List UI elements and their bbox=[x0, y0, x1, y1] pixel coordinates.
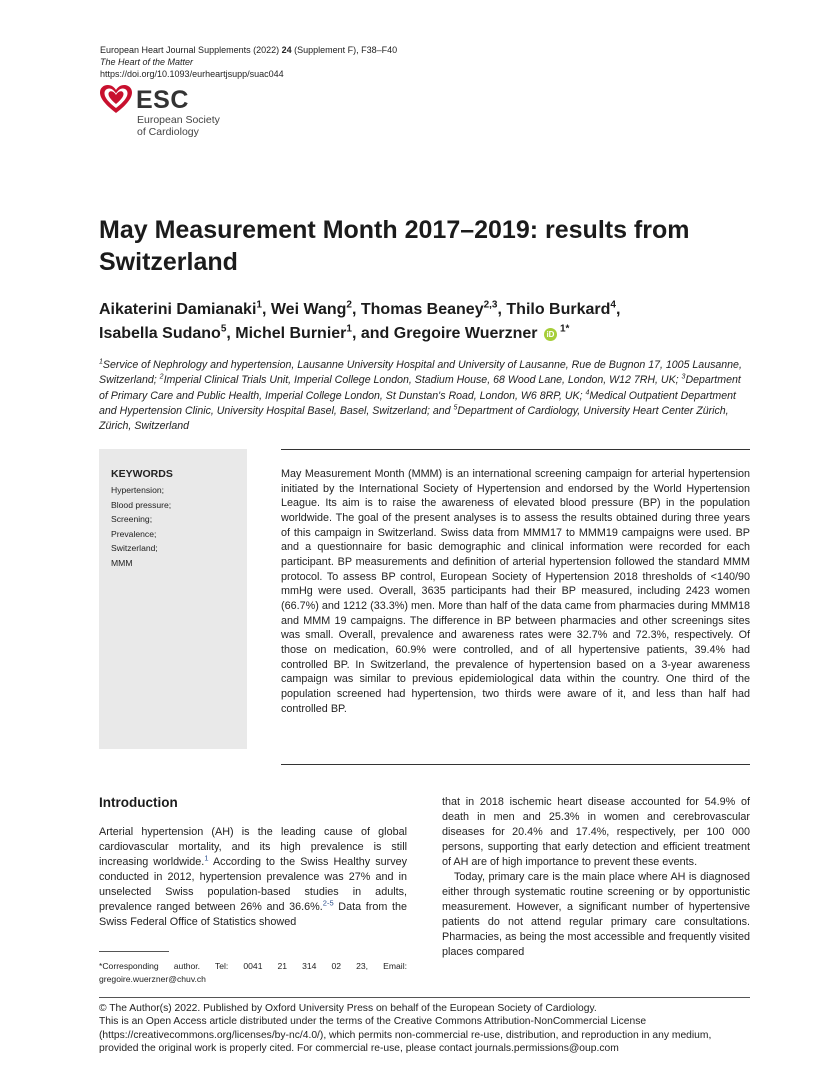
author: Aikaterini Damianaki$^1$, bbox=[99, 299, 271, 318]
running-header bbox=[100, 44, 397, 80]
esc-heart-logo-icon bbox=[99, 84, 133, 114]
license-text: © The Author(s) 2022. Published by Oxford University Press on behalf of the European Society of Cardiology. This is an Open Access article distributed under the terms of the Creative Commons Attribution-NonCommercial License (https://creativecommons.org/licenses/by-nc/4.0/), which permits non-commercial re-use, distribution, and reproduction in any medium, provided the original work is properly cited. For commercial re-use, please contact journals.permissions@oup.com bbox=[99, 1003, 712, 1055]
affiliations: $^1$Service of Nephrology and hypertension, Lausanne University Hospital and University of Lausanne, Rue de Bugnon 17, 1005 Lausanne, Switzerland; $^2$Imperial Clinical Trials Unit, Imperial College London, Stadium House, 68 Wood Lane, London, W12 7RH, UK; $^3$Department of Primary Care and Public Health, Imperial College London, St Dunstan's Road, London, W6 8RP, UK; $^4$Medical Outpatient Department and Hypertension Clinic, University Hospital Basel, Basel, Switzerland; and $^5$Department of Cardiology, University Heart Center Zürich, Zürich, Switzerland bbox=[99, 358, 742, 433]
keyword-item: MMM bbox=[111, 557, 133, 568]
esc-logo-name: European Society of Cardiology bbox=[137, 114, 220, 138]
orcid-icon[interactable]: iD bbox=[544, 328, 557, 341]
doi-link[interactable]: https://doi.org/10.1093/eurheartjsupp/suac044 bbox=[100, 69, 284, 79]
author: Isabella Sudano$^5$, bbox=[99, 323, 236, 342]
keywords-list bbox=[111, 483, 171, 571]
author: Thilo Burkard$^4$, bbox=[506, 299, 621, 318]
abstract-text: May Measurement Month (MMM) is an international screening campaign for arterial hypertension initiated by the International Society of Hypertension and endorsed by the World Hypertension League. Its aim is to raise the awareness of elevated blood pressure (BP) in the population worldwide. The goal of the present analyses is to assess the results obtained during three years of this campaign in Switzerland. Swiss data from MMM17 to MMM19 campaigns were used. BP and a questionnaire for basic demographic and clinical information were recorded for each participant. BP measurements and definition of arterial hypertension followed the standard MMM protocol. To assess BP control, European Society of Hypertension 2018 thresholds of <140/90 mmHg were used. Overall, 3635 participants had their BP measured, including 2423 women (66.7%) and 1212 (33.3%) men. More than half of the data came from pharmacies during MMM18 and MMM 19 campaigns. The difference in BP between pharmacies and other screenings sites was small. Overall, prevalence and awareness rates were 32.7% and 72.3%, respectively. Of those on medication, 60.9% were controlled, and of all hypertensive patients, 39.4% had controlled BP. In Switzerland, the prevalence of hypertension based on a 3-year awareness campaign was similar to previous epidemiological data within the country. One third of the population screened had hypertension, two thirds were aware of it, and less than half had controlled BP. bbox=[281, 468, 750, 715]
paragraph: Today, primary care is the main place where AH is diagnosed either through systematic routine screening or by opportunistic measurement. However, a significant number of hypertensive patients do not attend regular primary care consultations. Pharmacies, as being the most accessible and frequently visited places compared bbox=[442, 871, 750, 958]
author: and Gregoire Wuerzner iD $^{1*}$ bbox=[360, 323, 570, 342]
footnote-rule bbox=[99, 951, 169, 952]
citation-link[interactable]: 2-5 bbox=[322, 898, 334, 908]
esc-logo-acronym: ESC bbox=[136, 86, 189, 114]
keyword-item: Prevalence; bbox=[111, 528, 157, 539]
keywords-heading: KEYWORDS bbox=[111, 468, 173, 480]
body-column-left: Arterial hypertension (AH) is the leading cause of global cardiovascular mortality, and its high prevalence is still increasing worldwide.$^1$ According to the Swiss Healthy survey conducted in 2012, hypertension prevalence was 27% and in unselected Swiss population-based studies in adults, prevalence ranged between 26% and 36.6%.$^{2-5}$ Data from the Swiss Federal Office of Statistics showed bbox=[99, 826, 407, 928]
abstract-bottom-rule bbox=[281, 764, 750, 765]
author: Thomas Beaney$^{2,3}$, bbox=[360, 299, 507, 318]
license-rule bbox=[99, 997, 750, 998]
body-column-right bbox=[442, 795, 750, 960]
abstract-top-rule bbox=[281, 449, 750, 450]
keyword-item: Screening; bbox=[111, 514, 153, 525]
paragraph: that in 2018 ischemic heart disease accounted for 54.9% of death in men and 25.3% in women and cerebrovascular diseases for 20.4% and 17.4%, respectively, per 100 000 persons, supporting that early detection and efficient treatment of AH are of high importance to prevent these events. bbox=[442, 796, 750, 868]
journal-citation: European Heart Journal Supplements (2022) 24 (Supplement F), F38–F40 bbox=[100, 45, 398, 55]
article-title: May Measurement Month 2017–2019: results from Switzerland bbox=[99, 216, 690, 276]
keyword-item: Switzerland; bbox=[111, 543, 158, 554]
keyword-item: Hypertension; bbox=[111, 485, 165, 495]
citation-link[interactable]: 1 bbox=[204, 853, 209, 863]
corresponding-author-footnote: *Corresponding author. Tel: 0041 21 314 02 23, Email: gregoire.wuerzner@chuv.ch bbox=[99, 961, 407, 984]
keyword-item: Blood pressure; bbox=[111, 499, 172, 510]
author-list bbox=[99, 298, 739, 346]
author: Wei Wang$^2$, bbox=[270, 299, 361, 318]
journal-section: The Heart of the Matter bbox=[100, 57, 194, 67]
introduction-heading: Introduction bbox=[99, 795, 178, 810]
author: Michel Burnier$^1$, bbox=[235, 323, 361, 342]
